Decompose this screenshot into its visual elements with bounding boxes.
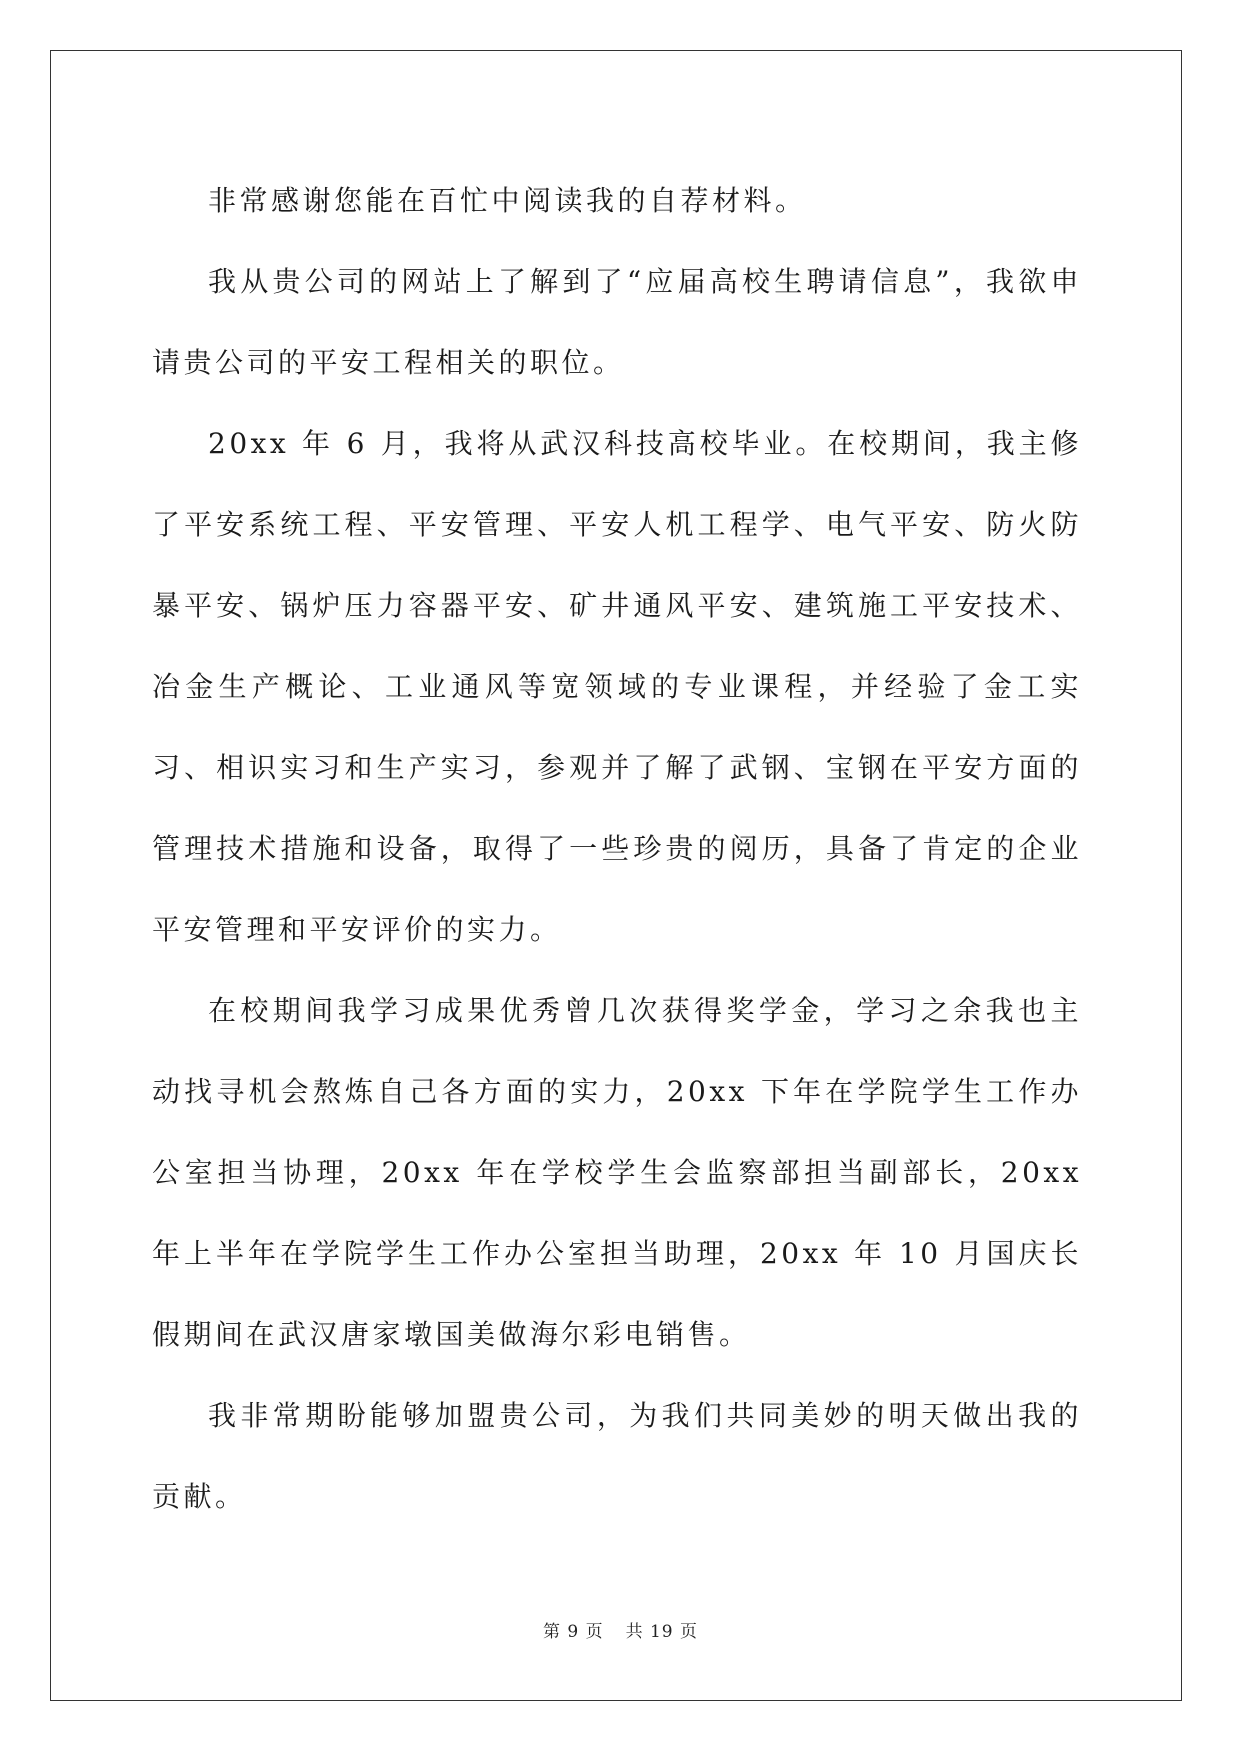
paragraph-intro: 非常感谢您能在百忙中阅读我的自荐材料。 [208,184,807,217]
paragraph-position: 我从贵公司的网站上了解到了“应届高校生聘请信息”，我欲申请贵公司的平安工程相关的职位。 [152,265,1082,379]
paragraph-experience: 在校期间我学习成果优秀曾几次获得奖学金，学习之余我也主动找寻机会熬炼自己各方面的实力，20xx 下年在学院学生工作办公室担当协理，20xx 年在学校学生会监察部担当副部长，20xx 年上半年在学院学生工作办公室担当助理，20xx 年 10 月国庆长假期间在武汉唐家墩国美做海尔彩电销售。 [152,994,1082,1351]
page-number: 第 9 页 [542,1622,604,1642]
page-total: 共 19 页 [625,1622,699,1642]
document-body [152,160,1082,1537]
paragraph-education: 20xx 年 6 月，我将从武汉科技高校毕业。在校期间，我主修了平安系统工程、平安管理、平安人机工程学、电气平安、防火防暴平安、锅炉压力容器平安、矿井通风平安、建筑施工平安技术、冶金生产概论、工业通风等宽领域的专业课程，并经验了金工实习、相识实习和生产实习，参观并了解了武钢、宝钢在平安方面的管理技术措施和设备，取得了一些珍贵的阅历，具备了肯定的企业平安管理和平安评价的实力。 [152,427,1082,946]
page-footer [0,1617,1241,1642]
paragraph-closing: 我非常期盼能够加盟贵公司，为我们共同美妙的明天做出我的贡献。 [152,1399,1082,1513]
